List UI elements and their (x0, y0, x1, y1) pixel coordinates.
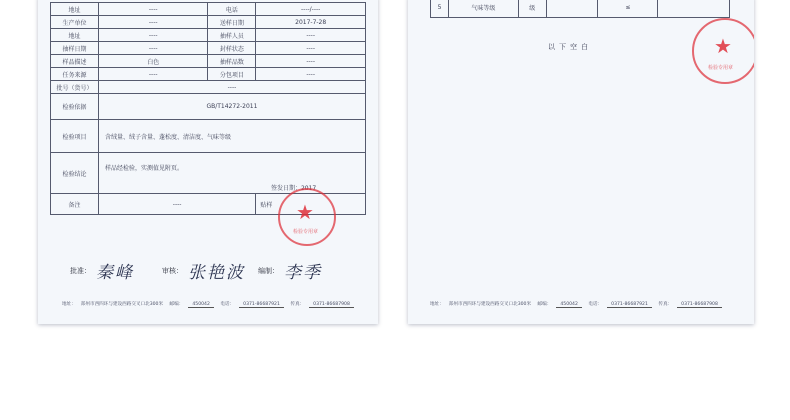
field-label: 抽样日期 (51, 42, 99, 55)
field-label: 地址 (51, 29, 99, 42)
inspection-seal-stamp (692, 18, 754, 84)
fax-label: 传真： (658, 302, 673, 307)
table-row (51, 42, 366, 55)
approve-signature: 秦峰 (96, 263, 134, 283)
inspection-seal-stamp (278, 188, 336, 246)
items-label: 检验项目 (51, 120, 99, 153)
review-signature: 张艳波 (188, 263, 245, 283)
field-label: 任务来源 (51, 68, 99, 81)
field-value: ----/---- (256, 3, 366, 16)
page-footer (62, 301, 362, 308)
field-label: 地址 (51, 3, 99, 16)
sign-date: 签发日期：2017 (270, 185, 317, 192)
field-value: 白色 (98, 55, 208, 68)
field-label: 抽样品数 (208, 55, 256, 68)
page-footer (430, 301, 730, 308)
addr: 郑州市西四环与建设西路交叉口北300米 (80, 302, 164, 307)
table-row (51, 29, 366, 42)
field-label: 样品描述 (51, 55, 99, 68)
remark-value: ---- (98, 194, 255, 215)
table-row (51, 120, 366, 153)
addr-label: 地址： (430, 302, 444, 307)
conclusion-value: 样品经检验，实测值见附页。 (104, 165, 183, 172)
table-row (51, 55, 366, 68)
conclusion-label: 检验结论 (51, 153, 99, 194)
field-label: 抽样人员 (208, 29, 256, 42)
table-row (431, 0, 730, 18)
edit-label: 编制： (258, 267, 279, 275)
row-number: 5 (431, 0, 449, 18)
tel: 0371-86687921 (239, 302, 284, 308)
item-result (658, 0, 730, 18)
table-row (51, 153, 366, 194)
results-table (430, 0, 730, 18)
item-limit: ≤ (598, 0, 658, 18)
conclusion-cell (98, 153, 365, 194)
field-value: ---- (98, 29, 208, 42)
addr: 郑州市西四环与建设西路交叉口北300米 (448, 302, 532, 307)
seal-text: 检验专用章 (708, 65, 734, 71)
item-standard (546, 0, 598, 18)
sticker-label: 贴样 (260, 201, 273, 209)
table-row (51, 3, 366, 16)
tel-label: 电话： (220, 302, 235, 307)
seal-text: 检验专用章 (293, 229, 319, 235)
table-row (51, 16, 366, 29)
report-page-left (38, 0, 378, 324)
table-row (51, 94, 366, 120)
table-row (51, 81, 366, 94)
table-row (51, 68, 366, 81)
signature-row (56, 258, 366, 286)
field-label: 封样状态 (208, 42, 256, 55)
field-value: ---- (98, 3, 208, 16)
inspection-form-table (50, 2, 366, 215)
field-label: 生产单位 (51, 16, 99, 29)
batch-label: 批号（货号） (51, 81, 99, 94)
fax: 0371-86687908 (677, 302, 722, 308)
seal-star-icon: ★ (296, 200, 314, 224)
field-value: ---- (98, 68, 208, 81)
field-value: ---- (256, 55, 366, 68)
basis-label: 检验依据 (51, 94, 99, 120)
field-value: ---- (256, 29, 366, 42)
review-label: 审核： (162, 267, 183, 275)
items-value: 含绒量、绒子含量、蓬松度、清洁度、气味等级 (98, 120, 365, 153)
field-label: 送样日期 (208, 16, 256, 29)
field-value: ---- (256, 68, 366, 81)
zip-label: 邮编： (537, 302, 552, 307)
zip: 450042 (188, 302, 214, 308)
batch-value: ---- (98, 81, 365, 94)
zip-label: 邮编： (169, 302, 184, 307)
item-unit: 级 (518, 0, 546, 18)
blank-below-note: 以下空白 (548, 43, 592, 51)
fax: 0371-86687908 (309, 302, 354, 308)
edit-signature: 李季 (284, 263, 322, 283)
field-label: 分包项目 (208, 68, 256, 81)
field-value: ---- (98, 42, 208, 55)
tel-label: 电话： (588, 302, 603, 307)
field-value: 2017-7-28 (256, 16, 366, 29)
field-label: 电话 (208, 3, 256, 16)
approve-label: 批准： (70, 267, 91, 275)
tel: 0371-86687921 (607, 302, 652, 308)
seal-star-icon: ★ (714, 34, 732, 58)
fax-label: 传真： (290, 302, 305, 307)
remark-label: 备注 (51, 194, 99, 215)
zip: 450042 (556, 302, 582, 308)
basis-value: GB/T14272-2011 (98, 94, 365, 120)
addr-label: 地址： (62, 302, 76, 307)
item-name: 气味等级 (448, 0, 518, 18)
report-page-right (408, 0, 754, 324)
field-value: ---- (98, 16, 208, 29)
field-value: ---- (256, 42, 366, 55)
